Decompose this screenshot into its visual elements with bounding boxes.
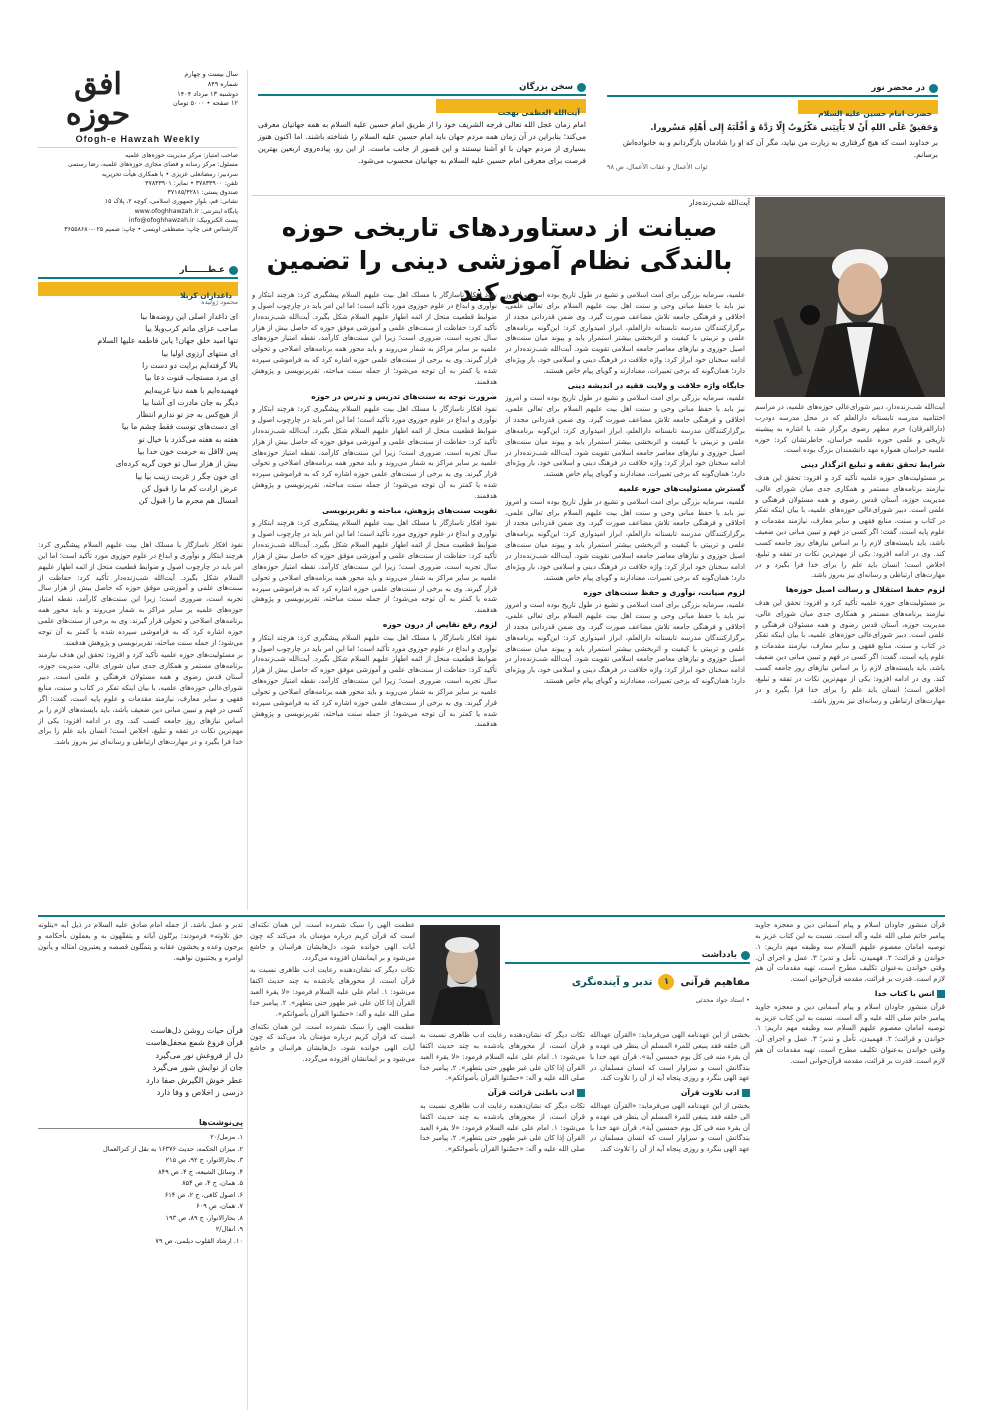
footnote-item: ۴. وسائل الشیعه، ج ۴، ص ۸۴۹ (158, 1167, 243, 1176)
section-header: یادداشت (701, 950, 737, 960)
person-name: آیت‌الله العظمی بهجت (497, 108, 580, 117)
english-title: Ofogh-e Hawzah Weekly (75, 134, 201, 144)
footnotes-title: پی‌نوشت‌ها (198, 1118, 243, 1127)
article-subhead: گسترش مسئولیت‌های حوزه علمیه (618, 484, 745, 494)
section-header: سخن بزرگان (519, 82, 573, 92)
note-column-e (38, 920, 243, 1020)
article-paragraph: نفوذ افکار ناسازگار با مسلک اهل بیت علیهم السلام پیشگیری کرد: هرچند ابتکار و نوآوری و ابداع در علوم حوزوی مورد تأکید است؛ اما این امر باید در چارچوب اصول و ضوابط قطعیت منحل از ائمه اطهار علیهم السلام شکل بگیرد. آیت‌الله شب‌زنده‌دار تأکید کرد: حفاظت از سنت‌های علمی و آموزشی موفق حوزه که حاصل بیش از هزار سال تجربه است، ضروری است؛ زیرا این سنت‌های کارآمد، نقطه امتیاز حوزه‌های علمیه بر سایر مراکز به شمار می‌روند و باید محور همه برنامه‌های اصلاحی و تحولی قرار گیرند. وی به برخی از سنت‌های علمی حوزه اشاره کرد که به فراموشی سپرده شده یا کمتر به آن توجه می‌شود؛ از جمله سنت مباحثه، تقریرنویسی و پژوهش هدفمند. (252, 519, 497, 615)
article-paragraph: نفوذ افکار ناسازگار با مسلک اهل بیت علیهم السلام پیشگیری کرد: هرچند ابتکار و نوآوری و ابداع در علوم حوزوی مورد تأکید است؛ اما این امر باید در چارچوب اصول و ضوابط قطعیت منحل از ائمه اطهار علیهم السلام شکل بگیرد. آیت‌الله شب‌زنده‌دار تأکید کرد: حفاظت از سنت‌های علمی و آموزشی موفق حوزه که حاصل بیش از هزار سال تجربه است، ضروری است؛ زیرا این سنت‌های کارآمد، نقطه امتیاز حوزه‌های علمیه بر سایر مراکز به شمار می‌روند و باید محور همه برنامه‌های اصلاحی و تحولی قرار گیرند. وی به برخی از سنت‌های علمی حوزه اشاره کرد که به فراموشی سپرده شده یا کمتر به آن توجه می‌شود؛ از جمله سنت مباحثه، تقریرنویسی و پژوهش هدفمند. (252, 633, 497, 729)
poem-line: تنها امید خلق جهان! یابن فاطمه علیها السلام (97, 336, 238, 346)
article-paragraph: نفوذ افکار ناسازگار با مسلک اهل بیت علیهم السلام پیشگیری کرد: هرچند ابتکار و نوآوری و ابداع در علوم حوزوی مورد تأکید است؛ اما این امر باید در چارچوب اصول و ضوابط قطعیت منحل از ائمه اطهار علیهم السلام شکل بگیرد. آیت‌الله شب‌زنده‌دار تأکید کرد: حفاظت از سنت‌های علمی و آموزشی موفق حوزه که حاصل بیش از هزار سال تجربه است، ضروری است؛ زیرا این سنت‌های کارآمد، نقطه امتیاز حوزه‌های علمیه بر سایر مراکز به شمار می‌روند و باید محور همه برنامه‌های اصلاحی و تحولی قرار گیرند. وی به برخی از سنت‌های علمی حوزه اشاره کرد که به فراموشی سپرده شده یا کمتر به آن توجه می‌شود؛ از جمله سنت مباحثه، تقریرنویسی و پژوهش هدفمند. (252, 405, 497, 500)
issue-line: شماره ۸۴۹ (207, 79, 238, 88)
note-paragraph: بخشی از این عهدنامه الهی می‌فرماید: «القرآن عهدالله الی خلقه فقد ینبغی للمرء المسلم أن ینظر فی عهده و أن یقرء منه فی کل یوم خمسین آیة». قرآن عهد خدا با بندگانش است و سزاوار است که انسان مسلمان در عهد الهی بنگرد و روزی پنجاه آیه از آن را تلاوت کند. (590, 1031, 750, 1083)
article-subhead: ضرورت توجه به سنت‌های تدریس و تدرس در حوزه (311, 391, 497, 401)
section-bullet-icon (741, 951, 750, 960)
issue-line: ۱۲ صفحه • ۵۰۰۰ تومان (173, 99, 238, 108)
note-column-a (755, 920, 945, 1410)
credit-line: صاحب امتیاز: مرکز مدیریت حوزه‌های علمیه (125, 152, 238, 159)
article-column-2 (505, 290, 745, 907)
hadith-arabic: وَحَقیقٌ عَلَی اللهِ أَنْ لا یَأْتِیَنی مَکْرُوبٌ إِلّا رَدَّهُ وَ أَقْلَبَهُ إِلی أَهْلِهِ مَسْرورا. (650, 123, 938, 133)
note-paragraph: قرآن منشور جاودان اسلام و پیام آسمانی دین و معجزه جاوید پیامبر خاتم صلی الله علیه و آله است. نسبت به این کتاب عزیز به توصیه امامان معصوم علیهم السلام سه وظیفه مهم داریم: ۱. خواندن و قرائت؛ ۲. فهمیدن، تأمل و تدبر؛ ۳. عمل و اجرای آن. وقتی خواندن به‌عنوان تکلیف مطرح است، تهیه مقدمات آن هم لازم است. قدرت بر قرائت، مقدمه قرآن‌خوانی است. (755, 921, 945, 984)
poem-line: ای مرد مستجاب قنوت دعا بیا (144, 373, 238, 383)
poem-line: عرض ارادت کم ما را قبول کن (141, 483, 238, 493)
note-paragraph: عظمت الهی را سبک شمرده است. این همان نکته‌ای است که قرآن کریم درباره مؤمنان یاد می‌کند که چون آیات الهی خوانده شود، دل‌هایشان هراسان و خاشع می‌شود و بر ایمانشان افزوده می‌گردد. (250, 1022, 415, 1064)
hadith-translation: بر خداوند است که هیچ گرفتاری به زیارت من نیاید، مگر آن که او را شادمان بازگردانم و به خانواده‌اش برسانم. (622, 137, 938, 159)
quote-text: امام زمان عجل الله تعالی فرجه الشریف خود را از طریق امام حسین علیه السلام به همه جهانیان معرفی می‌کند؛ بنابراین در آن زمان همه مردم جهان باید امام حسین علیه السلام را شناخته باشند. اما اکنون هنوز بسیاری از مردم جهان با او آشنا نیستند و این قصور از جانب ماست. از این رو، پیاده‌روی اربعین بهترین فرصت برای معرفی امام حسین علیه السلام به جهانیان محسوب می‌شود. (258, 120, 586, 165)
credit-line: مسئول: مرکز رسانه و فضای مجازی حوزه‌های علمیه، رضا رستمی (67, 161, 238, 169)
article-subhead: شرایط تحقق تفقه و تبلیغ اثرگذار دینی (800, 460, 945, 470)
quran-poem (38, 1025, 243, 1115)
elders-word-box (252, 78, 592, 188)
page-divider (38, 915, 945, 917)
speaker-photo (755, 197, 945, 397)
credit-line: سردبیر: رمضانعلی عزیزی • با همکاری هیأت تحریریه (101, 170, 238, 178)
poem-line: هفته به هفته می‌گذرد با خیال تو (138, 434, 238, 444)
poem-line: جان از نوایش شور می‌گیرد (152, 1063, 243, 1073)
column-rule (247, 70, 248, 910)
article-subhead: لزوم صیانت، نوآوری و حفظ سنت‌های حوزه (583, 587, 745, 597)
note-paragraph: عظمت الهی را سبک شمرده است. این همان نکته‌ای است که قرآن کریم درباره مؤمنان یاد می‌کند که چون آیات الهی خوانده شود، دل‌هایشان هراسان و خاشع می‌شود و بر ایمانشان افزوده می‌گردد. (250, 921, 415, 962)
footnote-item: ۱۰. ارشاد القلوب دیلمی، ص ۷۹ (155, 1236, 243, 1245)
poem-line: بالا گرفته‌ایم برایت دو دست را (142, 360, 238, 370)
section-bullet-icon (229, 266, 238, 275)
poem-line: دل از فروغش نور می‌گیرد (155, 1050, 243, 1060)
poem-line: درسی ز اخلاص و وفا دارد (156, 1087, 243, 1097)
poet-name: محمود ژولیده (201, 298, 238, 306)
newspaper-logo: افق حوزه (65, 67, 131, 132)
speaker-portrait-illustration (755, 197, 945, 397)
poem-line: امسال هم محرم ما را قبول کن (138, 496, 238, 506)
person-name: حضرت امام حسین علیه السلام (818, 109, 932, 118)
section-bullet-icon (929, 84, 938, 93)
footnote-item: ۵. همان، ج ۴، ص ۸۵۴ (182, 1179, 243, 1188)
poem-line: ای دست‌های توست فقط چشم ما بیا (121, 422, 238, 432)
article-paragraph: نفوذ افکار ناسازگار با مسلک اهل بیت علیهم السلام پیشگیری کرد: هرچند ابتکار و نوآوری و ابداع در علوم حوزوی مورد تأکید است؛ اما این امر باید در چارچوب اصول و ضوابط قطعیت منحل از ائمه اطهار علیهم السلام شکل بگیرد. آیت‌الله شب‌زنده‌دار تأکید کرد: حفاظت از سنت‌های علمی و آموزشی موفق حوزه که حاصل بیش از هزار سال تجربه است، ضروری است؛ زیرا این سنت‌های کارآمد، نقطه امتیاز حوزه‌های علمیه بر سایر مراکز به شمار می‌روند و باید محور همه برنامه‌های اصلاحی و تحولی قرار گیرند. وی به برخی از سنت‌های علمی حوزه اشاره کرد که به فراموشی سپرده شده یا کمتر به آن توجه می‌شود؛ از جمله سنت مباحثه، تقریرنویسی و پژوهش هدفمند. (38, 541, 243, 647)
article-paragraph: علمیه، سرمایه بزرگی برای امت اسلامی و تشیع در طول تاریخ بوده است و امروز نیز باید با حفظ مبانی وحی و سنت اهل بیت علیهم السلام برای تعالی علمی، اخلاقی و فرهنگی جامعه تلاش مضاعف صورت گیرد. وی ضمن قدردانی مجدد از برگزارکنندگان مدرسه تابستانه دارالعلم، ابراز امیدواری کرد: این‌گونه برنامه‌های علمی و تربیتی با کیفیت و اثربخشی بیشتر استمرار یابد و پیوند میان سنت‌های اصیل حوزوی و نیازهای معاصر جامعه اسلامی تقویت شود. آیت‌الله شب‌زنده‌دار در ادامه سخنان خود ابراز کرد: واژه خلافت در فرهنگ دینی و اسلامی خود، بار ویژه‌ای دارد؛ همان‌گونه که برخی تعبیرات، معنادارند و گویای پیام خاص هستند. (505, 497, 745, 582)
article-paragraph: علمیه، سرمایه بزرگی برای امت اسلامی و تشیع در طول تاریخ بوده است و امروز نیز باید با حفظ مبانی وحی و سنت اهل بیت علیهم السلام برای تعالی علمی، اخلاقی و فرهنگی جامعه تلاش مضاعف صورت گیرد. وی ضمن قدردانی مجدد از برگزارکنندگان مدرسه تابستانه دارالعلم، ابراز امیدواری کرد: این‌گونه برنامه‌های علمی و تربیتی با کیفیت و اثربخشی بیشتر استمرار یابد و پیوند میان سنت‌های اصیل حوزوی و نیازهای معاصر جامعه اسلامی تقویت شود. آیت‌الله شب‌زنده‌دار در ادامه سخنان خود ابراز کرد: واژه خلافت در فرهنگ دینی و اسلامی خود، بار ویژه‌ای دارد؛ همان‌گونه که برخی تعبیرات، معنادارند و گویای پیام خاص هستند. (505, 291, 745, 375)
article-subhead: لزوم حفظ استقلال و رسالت اصیل حوزه‌ها (785, 585, 945, 595)
attar-section (38, 265, 238, 535)
note-column-d (250, 920, 415, 1410)
footnote-item: ۳. بحارالانوار، ج ۹۲، ص ۲۱۵ (165, 1156, 243, 1165)
section-header: عـطـــــــار (179, 265, 225, 275)
footnote-item: ۲. میزان الحکمه، حدیث ۱۶۳۷۶ به نقل از کنزالعمال (103, 1144, 243, 1153)
credit-line: کارشناس فنی چاپ: مصطفی اویسی • چاپ: صمیم ۰۲۵-۳۶۵۵۸۶۸۰ (64, 226, 238, 234)
article-paragraph: بر مسئولیت‌های حوزه علمیه تأکید کرد و افزود: تحقق این هدف نیازمند برنامه‌های مستمر و همکاری جدی میان شورای عالی، مدیریت حوزه، آستان قدس رضوی و همه مسئولان فرهنگی و علمی است. دبیر شورای‌عالی حوزه‌های علمیه، با بیان اینکه تفکر در کتاب و سنت، منابع فقهی و سایر معارف، نیازمند مقدمات و علوم پایه است، گفت: اگر کسی در فهم و تبیین مبانی دین ضعیف باشد، باید بایسته‌های لازم را بر اساس نیازهای روز جامعه کسب کند. وی در ادامه افزود: یکی از مهم‌ترین نکات در تفقه و تبلیغ، اخلاص است؛ انسان باید علم را برای خدا فرا بگیرد و در مهارت‌های ارتباطی و رسانه‌ای نیز به‌روز باشد. (755, 598, 945, 705)
part-number-badge: ۱ (658, 974, 674, 990)
credit-line: تلفن: ۳۷۸۳۳۹۰۰ • نمابر: ۳۷۸۳۳۹۰۱ (145, 179, 238, 187)
footnote-item: ۸. بحارالانوار، ج ۸۹، ص ۱۹۳ (165, 1213, 243, 1222)
article-column-1 (755, 402, 945, 907)
author-photo (420, 925, 500, 1025)
poem-line: بیش از هزار سال تو خون گریه کرده‌ای (115, 459, 238, 469)
article-subhead: تقویت سنت‌های پژوهش، مباحثه و تقریرنویسی (322, 505, 497, 515)
note-paragraph: قرآن منشور جاودان اسلام و پیام آسمانی دین و معجزه جاوید پیامبر خاتم صلی الله علیه و آله است. نسبت به این کتاب عزیز به توصیه امامان معصوم علیهم السلام سه وظیفه مهم داریم: ۱. خواندن و قرائت؛ ۲. فهمیدن، تأمل و تدبر؛ ۳. عمل و اجرای آن. وقتی خواندن به‌عنوان تکلیف مطرح است، تهیه مقدمات آن هم لازم است. قدرت بر قرائت، مقدمه قرآن‌خوانی است. (755, 1002, 945, 1065)
credit-line: پست الکترونیک: info@ofoghhawzah.ir (128, 217, 238, 225)
top-margin (0, 0, 1000, 8)
section-header: در محضر نور (871, 83, 925, 93)
article-kicker: آیت‌الله شب‌زنده‌دار (688, 198, 750, 207)
footnote-item: ۱. مزمل/۲۰ (210, 1133, 243, 1141)
poem-line: پس لااقل به حرمت خون خدا بیا (137, 447, 238, 457)
note-column-b (590, 1030, 750, 1410)
note-subhead: انس با کتاب خدا (755, 988, 945, 1000)
article-subhead: جایگاه واژه خلافت و ولایت فقیه در اندیشه دینی (567, 380, 745, 390)
poem-line: ای داغدار اصلی این روضه‌ها بیا (140, 311, 238, 321)
issue-line: سال بیست و چهارم (184, 70, 238, 78)
note-subtitle: تدبر و آینده‌نگری (571, 976, 653, 988)
poem-line: قرآن فروغ شمع محفل‌هاست (145, 1038, 243, 1048)
poem-line: فهمیده‌ایم با همه دنیا غریبه‌ایم (144, 385, 238, 395)
note-paragraph: تدبر و عمل باشد. از جمله امام صادق علیه السلام در ذیل آیه «یتلونه حق تلاوته» فرمودند: یرتّلون آیاته و یتفقّهون به و یعملون بأحکامه و یرجون وعده و یخشون عقابه و یتمثّلون قصصه و یعتبرون امثاله و یأتون اوامره و یجتنبون نواهیه. (38, 921, 243, 962)
note-paragraph: تکات دیگر که نشان‌دهنده رعایت ادب ظاهری نسبت به قرآن است، از محورهای یادشده به چند حدیث اکتفا می‌شود: ۱. امام علی علیه السلام فرمود: «لا یقرء العبد القرآن إذا کان علی غیر طهور حتی یتطهر». ۲. پیامبر خدا صلی الله علیه و آله: «حسّنوا القرآن بأصواتکم». (420, 1031, 585, 1083)
in-presence-box (600, 78, 945, 188)
author-portrait-illustration (420, 925, 500, 1025)
note-paragraph: تکات دیگر که نشان‌دهنده رعایت ادب ظاهری نسبت به قرآن است، از محورهای یادشده به چند حدیث اکتفا می‌شود: ۱. امام علی علیه السلام فرمود: «لا یقرء العبد القرآن إذا کان علی غیر طهور حتی یتطهر». ۲. پیامبر خدا صلی الله علیه و آله: «حسّنوا القرآن بأصواتکم». (420, 1101, 585, 1154)
note-author: • استاد جواد محدثی (695, 996, 750, 1004)
headline-line-1: صیانت از دستاوردهای تاریخی حوزه (281, 213, 718, 242)
square-bullet-icon (937, 990, 945, 998)
footnote-item: ۷. همان، ص ۶۰۹ (196, 1202, 243, 1211)
column-rule (247, 920, 248, 1410)
poem-line: قرآن حیات روشن دل‌هاست (150, 1026, 243, 1035)
article-paragraph: علمیه، سرمایه بزرگی برای امت اسلامی و تشیع در طول تاریخ بوده است و امروز نیز باید با حفظ مبانی وحی و سنت اهل بیت علیهم السلام برای تعالی علمی، اخلاقی و فرهنگی جامعه تلاش مضاعف صورت گیرد. وی ضمن قدردانی مجدد از برگزارکنندگان مدرسه تابستانه دارالعلم، ابراز امیدواری کرد: این‌گونه برنامه‌های علمی و تربیتی با کیفیت و اثربخشی بیشتر استمرار یابد و پیوند میان سنت‌های اصیل حوزوی و نیازهای معاصر جامعه اسلامی تقویت شود. آیت‌الله شب‌زنده‌دار در ادامه سخنان خود ابراز کرد: واژه خلافت در فرهنگ دینی و اسلامی خود، بار ویژه‌ای دارد؛ همان‌گونه که برخی تعبیرات، معنادارند و گویای پیام خاص هستند. (505, 394, 745, 479)
note-header-block (505, 920, 750, 1030)
poem-line: دیگر به جان مادرت ای آشنا بیا (142, 397, 238, 407)
masthead (38, 67, 238, 265)
issue-line: دوشنبه ۱۳ مرداد ۱۴۰۴ (177, 89, 238, 98)
hadith-source: ثواب الأعمال و عقاب الأعمال، ص ۹۸ (607, 162, 708, 171)
credit-line: صندوق پستی: ۳۷۱۸۵/۳۲۸۱ (167, 189, 238, 197)
poem-body (38, 311, 238, 508)
article-paragraph: نفوذ افکار ناسازگار با مسلک اهل بیت علیهم السلام پیشگیری کرد: هرچند ابتکار و نوآوری و ابداع در علوم حوزوی مورد تأکید است؛ اما این امر باید در چارچوب اصول و ضوابط قطعیت منحل از ائمه اطهار علیهم السلام شکل بگیرد. آیت‌الله شب‌زنده‌دار تأکید کرد: حفاظت از سنت‌های علمی و آموزشی موفق حوزه که حاصل بیش از هزار سال تجربه است، ضروری است؛ زیرا این سنت‌های کارآمد، نقطه امتیاز حوزه‌های علمیه بر سایر مراکز به شمار می‌روند و باید محور همه برنامه‌های اصلاحی و تحولی قرار گیرند. وی به برخی از سنت‌های علمی حوزه اشاره کرد که به فراموشی سپرده شده یا کمتر به آن توجه می‌شود؛ از جمله سنت مباحثه، تقریرنویسی و پژوهش هدفمند. (252, 291, 497, 386)
poem-line: ای منتهای آرزوی اولیا بیا (161, 348, 238, 358)
credit-line: نشانی: قم، بلوار جمهوری اسلامی، کوچه ۲، پلاک ۱۵ (104, 198, 238, 206)
section-bullet-icon (577, 83, 586, 92)
article-lead: آیت‌الله شب‌زنده‌دار، دبیر شورای‌عالی حوزه‌های علمیه، در مراسم اختتامیه مدرسه تابستانه دارالعلم که در محل مدرسه دودرب (دارالفرقان) حرم مطهر رضوی برگزار شد، با اشاره به پیشینه تاریخی و علمی حوزه علمیه خراسان، خاطرنشان کرد: حوزه علمیه خراسان همواره مهد دانشمندان بزرگ بوده است. (755, 403, 945, 455)
square-bullet-icon (742, 1089, 750, 1097)
poem-line: عطر خوش الگیرش صفا دارد (146, 1075, 243, 1085)
article-paragraph: علمیه، سرمایه بزرگی برای امت اسلامی و تشیع در طول تاریخ بوده است و امروز نیز باید با حفظ مبانی وحی و سنت اهل بیت علیهم السلام برای تعالی علمی، اخلاقی و فرهنگی جامعه تلاش مضاعف صورت گیرد. وی ضمن قدردانی مجدد از برگزارکنندگان مدرسه تابستانه دارالعلم، ابراز امیدواری کرد: این‌گونه برنامه‌های علمی و تربیتی با کیفیت و اثربخشی بیشتر استمرار یابد و پیوند میان سنت‌های اصیل حوزوی و نیازهای معاصر جامعه اسلامی تقویت شود. آیت‌الله شب‌زنده‌دار در ادامه سخنان خود ابراز کرد: واژه خلافت در فرهنگ دینی و اسلامی خود، بار ویژه‌ای دارد؛ همان‌گونه که برخی تعبیرات، معنادارند و گویای پیام خاص هستند. (505, 601, 745, 686)
note-paragraph: تکات دیگر که نشان‌دهنده رعایت ادب ظاهری نسبت به قرآن است، از محورهای یادشده به چند حدیث اکتفا می‌شود: ۱. امام علی علیه السلام فرمود: «لا یقرء العبد القرآن إذا کان علی غیر طهور حتی یتطهر». ۲. پیامبر خدا صلی الله علیه و آله: «حسّنوا القرآن بأصواتکم». (250, 966, 415, 1018)
footnotes (38, 1118, 243, 1408)
credit-line: پایگاه اینترنتی: www.ofoghhawzah.ir (134, 207, 238, 215)
poem-line: ای خون جگر ز غربت زینب بیا بیا (135, 471, 238, 481)
article-subhead: لزوم رفع نقایص از درون حوزه (382, 620, 497, 630)
note-paragraph: بخشی از این عهدنامه الهی می‌فرماید: «القرآن عهدالله الی خلقه فقد ینبغی للمرء المسلم أن ینظر فی عهده و أن یقرء منه فی کل یوم خمسین آیة». قرآن عهد خدا با بندگانش است و سزاوار است که انسان مسلمان در عهد الهی بنگرد و روزی پنجاه آیه از آن را تلاوت کند. (590, 1101, 750, 1154)
poem-line: از هیچ‌کس به جز تو ندارم انتظار (136, 410, 238, 420)
article-continuation (38, 540, 243, 907)
poem-line: صاحب عزای ماتم کرب‌وبلا بیا (145, 324, 238, 334)
footnote-item: ۶. اصول کافی، ج ۲، ص ۶۱۴ (164, 1190, 243, 1199)
credits (38, 151, 238, 235)
article-paragraph: بر مسئولیت‌های حوزه علمیه تأکید کرد و افزود: تحقق این هدف نیازمند برنامه‌های مستمر و همکاری جدی میان شورای عالی، مدیریت حوزه، آستان قدس رضوی و همه مسئولان فرهنگی و علمی است. دبیر شورای‌عالی حوزه‌های علمیه، با بیان اینکه تفکر در کتاب و سنت، منابع فقهی و سایر معارف، نیازمند مقدمات و علوم پایه است، گفت: اگر کسی در فهم و تبیین مبانی دین ضعیف باشد، باید بایسته‌های لازم را بر اساس نیازهای روز جامعه کسب کند. وی در ادامه افزود: یکی از مهم‌ترین نکات در تفقه و تبلیغ، اخلاص است؛ انسان باید علم را برای خدا فرا بگیرد و در مهارت‌های ارتباطی و رسانه‌ای نیز به‌روز باشد. (755, 473, 945, 580)
square-bullet-icon (577, 1089, 585, 1097)
note-subhead: ادب تلاوت قرآن (590, 1087, 750, 1099)
footnote-item: ۹. انفال/۲ (215, 1225, 243, 1234)
article-column-3 (252, 290, 497, 907)
poem-title: داغداران کربلا (180, 291, 232, 300)
headline-line-2: بالندگی نظام آموزشی دینی را تضمین می‌کند (266, 245, 733, 307)
note-subhead: ادب باطنی قرائت قرآن (420, 1087, 585, 1099)
article-paragraph: بر مسئولیت‌های حوزه علمیه تأکید کرد و افزود: تحقق این هدف نیازمند برنامه‌های مستمر و همکاری جدی میان شورای عالی، مدیریت حوزه، آستان قدس رضوی و همه مسئولان فرهنگی و علمی است. دبیر شورای‌عالی حوزه‌های علمیه، با بیان اینکه تفکر در کتاب و سنت، منابع فقهی و سایر معارف، نیازمند مقدمات و علوم پایه است، گفت: اگر کسی در فهم و تبیین مبانی دین ضعیف باشد، باید بایسته‌های لازم را بر اساس نیازهای روز جامعه کسب کند. وی در ادامه افزود: یکی از مهم‌ترین نکات در تفقه و تبلیغ، اخلاص است؛ انسان باید علم را برای خدا فرا بگیرد و در مهارت‌های ارتباطی و رسانه‌ای نیز به‌روز باشد. (38, 651, 243, 747)
note-column-c (420, 1030, 585, 1410)
series-title: مفاهیم قرآنی (680, 976, 750, 988)
